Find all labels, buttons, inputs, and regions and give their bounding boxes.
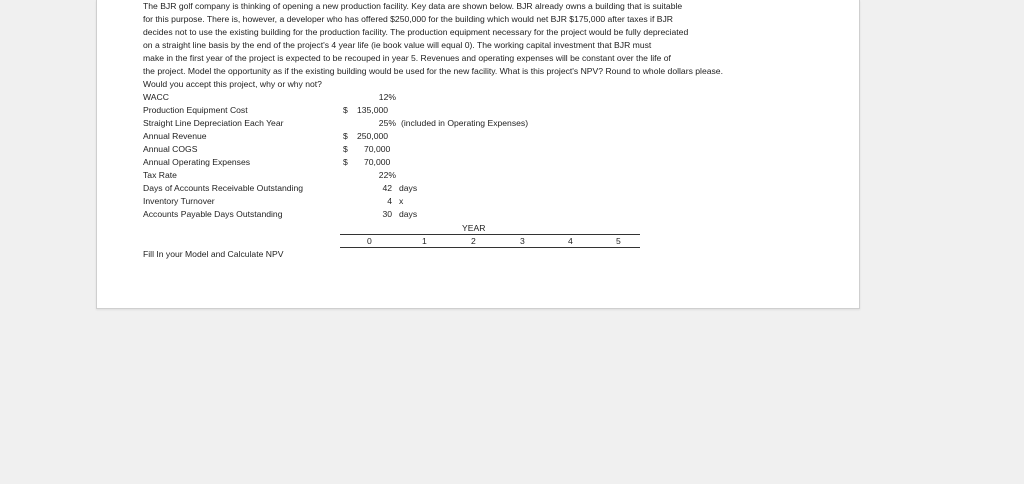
timeline-year-5: 5 (616, 236, 621, 246)
input-dollar-opex: $ (343, 157, 348, 167)
input-label-depreciation: Straight Line Depreciation Each Year (143, 118, 284, 128)
input-value-ar-days[interactable]: 42 (382, 183, 392, 193)
input-value-tax-rate[interactable]: 22% (378, 170, 396, 180)
timeline-year-3: 3 (520, 236, 525, 246)
input-dollar-cogs: $ (343, 144, 348, 154)
problem-line-6: the project. Model the opportunity as if the existing building would be used for the new facility. What is this project's NPV? Round to whole dollars please. (143, 66, 723, 76)
problem-line-3: decides not to use the existing building for the production facility. The production equipment necessary for the project would be fully depreciated (143, 27, 689, 37)
input-value-cogs[interactable]: 70,000 (364, 144, 391, 154)
problem-question: Would you accept this project, why or why not? (143, 79, 322, 89)
timeline-year-2: 2 (471, 236, 476, 246)
timeline-year-0: 0 (367, 236, 372, 246)
input-value-opex[interactable]: 70,000 (364, 157, 391, 167)
model-prompt: Fill In your Model and Calculate NPV (143, 249, 284, 259)
input-label-ar-days: Days of Accounts Receivable Outstanding (143, 183, 304, 193)
input-unit-ar-days: days (399, 183, 418, 193)
problem-line-5: make in the first year of the project is expected to be recouped in year 5. Revenues and operating expenses will be constant over the life of (143, 53, 671, 63)
timeline-year-4: 4 (568, 236, 573, 246)
input-label-tax-rate: Tax Rate (143, 170, 177, 180)
input-label-inventory-turnover: Inventory Turnover (143, 196, 215, 206)
input-dollar-revenue: $ (343, 131, 348, 141)
input-dollar-equipment-cost: $ (343, 105, 348, 115)
input-label-ap-days: Accounts Payable Days Outstanding (143, 209, 283, 219)
input-label-revenue: Annual Revenue (143, 131, 207, 141)
input-value-ap-days[interactable]: 30 (382, 209, 392, 219)
input-label-equipment-cost: Production Equipment Cost (143, 105, 248, 115)
problem-line-4: on a straight line basis by the end of the project's 4 year life (ie book value will equal 0). The working capital investment that BJR must (143, 40, 652, 50)
input-unit-ap-days: days (399, 209, 418, 219)
input-value-inventory-turnover[interactable]: 4 (387, 196, 392, 206)
timeline-year-header: YEAR (462, 223, 486, 233)
input-label-cogs: Annual COGS (143, 144, 198, 154)
timeline-top-border (340, 234, 640, 235)
input-value-depreciation[interactable]: 25% (378, 118, 396, 128)
timeline-bottom-border (340, 247, 640, 248)
input-unit-inventory-turnover: x (399, 196, 404, 206)
timeline-year-1: 1 (422, 236, 427, 246)
input-label-opex: Annual Operating Expenses (143, 157, 251, 167)
problem-line-1: The BJR golf company is thinking of opening a new production facility. Key data are shown below. BJR already owns a building that is suitable (143, 1, 683, 11)
input-value-revenue[interactable]: 250,000 (357, 131, 389, 141)
input-note-depreciation: (included in Operating Expenses) (401, 118, 529, 128)
input-label-wacc: WACC (143, 92, 169, 102)
input-value-equipment-cost[interactable]: 135,000 (357, 105, 389, 115)
input-value-wacc[interactable]: 12% (378, 92, 396, 102)
problem-line-2: for this purpose. There is, however, a developer who has offered $250,000 for the building which would net BJR $175,000 after taxes if BJR (143, 14, 673, 24)
